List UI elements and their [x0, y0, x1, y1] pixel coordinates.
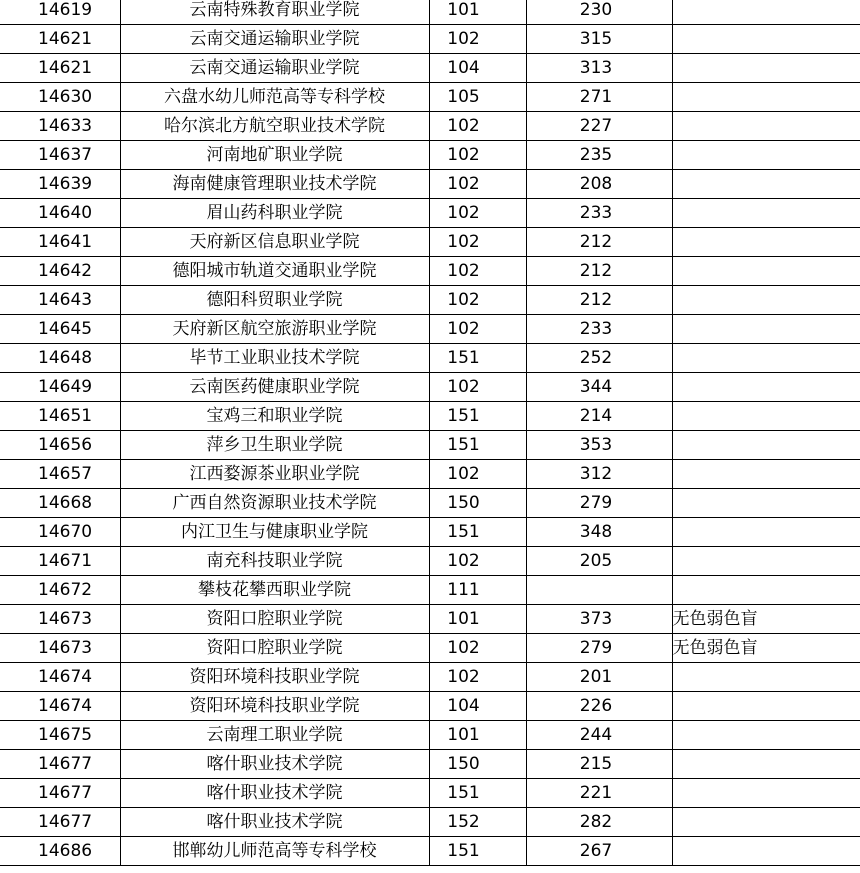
table-row: [0, 576, 860, 605]
school-name-cell: 云南特殊教育职业学院: [120, 0, 429, 25]
school-name-cell: 喀什职业技术学院: [120, 779, 429, 808]
major-group-code-cell: 101: [429, 605, 526, 634]
min-score-cell: 244: [526, 721, 672, 750]
note-cell: [672, 460, 860, 489]
min-score-cell: 313: [526, 54, 672, 83]
major-group-code-cell: 101: [429, 0, 526, 25]
school-name-cell: 喀什职业技术学院: [120, 750, 429, 779]
school-name-cell: 萍乡卫生职业学院: [120, 431, 429, 460]
table-row: [0, 344, 860, 373]
school-code-cell: 14677: [0, 808, 120, 837]
school-code-cell: 14656: [0, 431, 120, 460]
note-cell: [672, 83, 860, 112]
table-row: [0, 634, 860, 663]
school-code-cell: 14686: [0, 837, 120, 866]
major-group-code-cell: 104: [429, 54, 526, 83]
table-row: [0, 518, 860, 547]
school-code-cell: 14642: [0, 257, 120, 286]
note-cell: [672, 228, 860, 257]
note-cell: [672, 547, 860, 576]
major-group-code-cell: 111: [429, 576, 526, 605]
school-name-cell: 资阳环境科技职业学院: [120, 692, 429, 721]
table-row: [0, 141, 860, 170]
note-cell: [672, 837, 860, 866]
table-row: [0, 83, 860, 112]
table-row: [0, 750, 860, 779]
major-group-code-cell: 102: [429, 112, 526, 141]
min-score-cell: 279: [526, 634, 672, 663]
note-cell: [672, 0, 860, 25]
school-code-cell: 14645: [0, 315, 120, 344]
min-score-cell: 344: [526, 373, 672, 402]
major-group-code-cell: 102: [429, 141, 526, 170]
note-cell: [672, 373, 860, 402]
min-score-cell: 373: [526, 605, 672, 634]
min-score-cell: 252: [526, 344, 672, 373]
min-score-cell: 235: [526, 141, 672, 170]
min-score-cell: 205: [526, 547, 672, 576]
note-cell: [672, 112, 860, 141]
school-name-cell: 毕节工业职业技术学院: [120, 344, 429, 373]
school-code-cell: 14630: [0, 83, 120, 112]
table-row: [0, 402, 860, 431]
table-row: [0, 112, 860, 141]
table-row: [0, 547, 860, 576]
school-name-cell: 河南地矿职业学院: [120, 141, 429, 170]
note-cell: [672, 170, 860, 199]
table-row: [0, 721, 860, 750]
major-group-code-cell: 102: [429, 228, 526, 257]
table-row: [0, 257, 860, 286]
table-row: [0, 228, 860, 257]
note-cell: [672, 54, 860, 83]
table-row: [0, 170, 860, 199]
min-score-cell: 279: [526, 489, 672, 518]
note-cell: [672, 779, 860, 808]
min-score-cell: 233: [526, 315, 672, 344]
school-code-cell: 14619: [0, 0, 120, 25]
school-name-cell: 南充科技职业学院: [120, 547, 429, 576]
table-row: [0, 692, 860, 721]
note-cell: [672, 518, 860, 547]
major-group-code-cell: 102: [429, 634, 526, 663]
school-name-cell: 眉山药科职业学院: [120, 199, 429, 228]
school-code-cell: 14640: [0, 199, 120, 228]
major-group-code-cell: 102: [429, 25, 526, 54]
note-cell: 无色弱色盲: [672, 634, 860, 663]
major-group-code-cell: 102: [429, 199, 526, 228]
min-score-cell: 214: [526, 402, 672, 431]
major-group-code-cell: 151: [429, 344, 526, 373]
table-row: [0, 605, 860, 634]
school-name-cell: 云南交通运输职业学院: [120, 54, 429, 83]
note-cell: [672, 141, 860, 170]
major-group-code-cell: 151: [429, 518, 526, 547]
school-name-cell: 德阳城市轨道交通职业学院: [120, 257, 429, 286]
school-code-cell: 14670: [0, 518, 120, 547]
school-code-cell: 14677: [0, 750, 120, 779]
note-cell: [672, 344, 860, 373]
note-cell: [672, 808, 860, 837]
table-row: [0, 431, 860, 460]
school-name-cell: 天府新区信息职业学院: [120, 228, 429, 257]
major-group-code-cell: 102: [429, 286, 526, 315]
school-code-cell: 14673: [0, 605, 120, 634]
school-code-cell: 14621: [0, 25, 120, 54]
school-name-cell: 攀枝花攀西职业学院: [120, 576, 429, 605]
major-group-code-cell: 102: [429, 315, 526, 344]
table-row: [0, 199, 860, 228]
school-code-cell: 14675: [0, 721, 120, 750]
school-code-cell: 14657: [0, 460, 120, 489]
min-score-cell: 230: [526, 0, 672, 25]
school-code-cell: 14673: [0, 634, 120, 663]
min-score-cell: 282: [526, 808, 672, 837]
note-cell: [672, 257, 860, 286]
school-name-cell: 海南健康管理职业技术学院: [120, 170, 429, 199]
note-cell: 无色弱色盲: [672, 605, 860, 634]
school-code-cell: 14621: [0, 54, 120, 83]
major-group-code-cell: 102: [429, 460, 526, 489]
school-code-cell: 14649: [0, 373, 120, 402]
school-name-cell: 江西婺源茶业职业学院: [120, 460, 429, 489]
school-name-cell: 邯郸幼儿师范高等专科学校: [120, 837, 429, 866]
school-code-cell: 14643: [0, 286, 120, 315]
table-row: [0, 489, 860, 518]
table-row: [0, 286, 860, 315]
major-group-code-cell: 150: [429, 489, 526, 518]
note-cell: [672, 402, 860, 431]
school-name-cell: 哈尔滨北方航空职业技术学院: [120, 112, 429, 141]
note-cell: [672, 25, 860, 54]
min-score-cell: 315: [526, 25, 672, 54]
table-row: [0, 0, 860, 25]
school-code-cell: 14674: [0, 663, 120, 692]
school-code-cell: 14637: [0, 141, 120, 170]
min-score-cell: 312: [526, 460, 672, 489]
note-cell: [672, 199, 860, 228]
major-group-code-cell: 151: [429, 431, 526, 460]
school-code-cell: 14651: [0, 402, 120, 431]
note-cell: [672, 721, 860, 750]
table-row: [0, 663, 860, 692]
min-score-cell: 226: [526, 692, 672, 721]
note-cell: [672, 315, 860, 344]
major-group-code-cell: 102: [429, 257, 526, 286]
school-name-cell: 云南医药健康职业学院: [120, 373, 429, 402]
major-group-code-cell: 105: [429, 83, 526, 112]
note-cell: [672, 286, 860, 315]
major-group-code-cell: 104: [429, 692, 526, 721]
table-row: [0, 779, 860, 808]
major-group-code-cell: 151: [429, 779, 526, 808]
major-group-code-cell: 102: [429, 170, 526, 199]
school-name-cell: 云南理工职业学院: [120, 721, 429, 750]
school-name-cell: 喀什职业技术学院: [120, 808, 429, 837]
major-group-code-cell: 150: [429, 750, 526, 779]
school-name-cell: 六盘水幼儿师范高等专科学校: [120, 83, 429, 112]
min-score-cell: 212: [526, 286, 672, 315]
min-score-cell: 233: [526, 199, 672, 228]
school-code-cell: 14671: [0, 547, 120, 576]
table-row: [0, 54, 860, 83]
school-code-cell: 14641: [0, 228, 120, 257]
table-row: [0, 25, 860, 54]
note-cell: [672, 750, 860, 779]
note-cell: [672, 431, 860, 460]
school-code-cell: 14648: [0, 344, 120, 373]
min-score-cell: 208: [526, 170, 672, 199]
school-code-cell: 14672: [0, 576, 120, 605]
school-name-cell: 内江卫生与健康职业学院: [120, 518, 429, 547]
school-name-cell: 广西自然资源职业技术学院: [120, 489, 429, 518]
min-score-cell: 215: [526, 750, 672, 779]
note-cell: [672, 692, 860, 721]
major-group-code-cell: 151: [429, 402, 526, 431]
school-code-cell: 14639: [0, 170, 120, 199]
min-score-cell: 212: [526, 228, 672, 257]
school-code-cell: 14633: [0, 112, 120, 141]
school-name-cell: 天府新区航空旅游职业学院: [120, 315, 429, 344]
min-score-cell: 212: [526, 257, 672, 286]
min-score-cell: 227: [526, 112, 672, 141]
school-name-cell: 德阳科贸职业学院: [120, 286, 429, 315]
school-code-cell: 14674: [0, 692, 120, 721]
min-score-cell: 353: [526, 431, 672, 460]
major-group-code-cell: 151: [429, 837, 526, 866]
table-row: [0, 373, 860, 402]
table-row: [0, 837, 860, 866]
min-score-cell: 201: [526, 663, 672, 692]
note-cell: [672, 489, 860, 518]
major-group-code-cell: 152: [429, 808, 526, 837]
note-cell: [672, 663, 860, 692]
school-code-cell: 14668: [0, 489, 120, 518]
school-name-cell: 资阳环境科技职业学院: [120, 663, 429, 692]
min-score-cell: [526, 576, 672, 605]
major-group-code-cell: 102: [429, 547, 526, 576]
school-name-cell: 宝鸡三和职业学院: [120, 402, 429, 431]
note-cell: [672, 576, 860, 605]
min-score-cell: 221: [526, 779, 672, 808]
school-name-cell: 资阳口腔职业学院: [120, 605, 429, 634]
major-group-code-cell: 101: [429, 721, 526, 750]
table-row: [0, 315, 860, 344]
min-score-cell: 348: [526, 518, 672, 547]
school-name-cell: 云南交通运输职业学院: [120, 25, 429, 54]
table-row: [0, 808, 860, 837]
major-group-code-cell: 102: [429, 663, 526, 692]
school-name-cell: 资阳口腔职业学院: [120, 634, 429, 663]
major-group-code-cell: 102: [429, 373, 526, 402]
table-row: [0, 460, 860, 489]
school-code-cell: 14677: [0, 779, 120, 808]
min-score-cell: 271: [526, 83, 672, 112]
min-score-cell: 267: [526, 837, 672, 866]
